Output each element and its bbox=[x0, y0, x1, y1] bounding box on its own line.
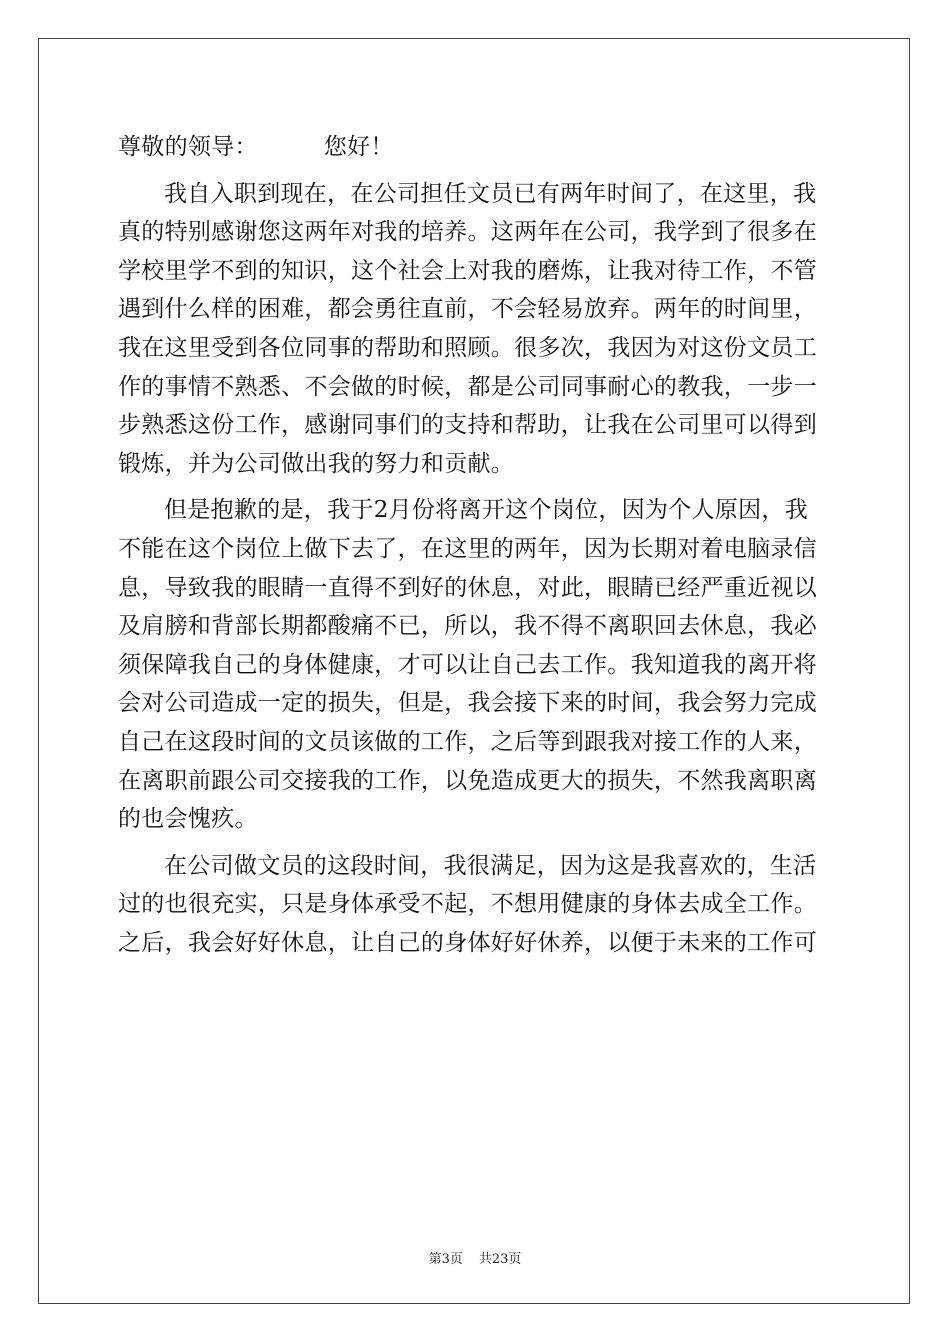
paragraph-2 bbox=[118, 491, 834, 838]
salutation: 尊敬的领导： bbox=[118, 134, 258, 160]
paragraph-line: 自己在这段时间的文员该做的工作，之后等到跟我对接工作的人来， bbox=[118, 728, 817, 755]
paragraph-line: 不能在这个岗位上做下去了，在这里的两年，因为长期对着电脑录信 bbox=[118, 535, 817, 562]
paragraph-line: 之后，我会好好休息，让自己的身体好好休养，以便于未来的工作可 bbox=[118, 929, 817, 956]
paragraph-3 bbox=[118, 847, 834, 963]
salutation-line bbox=[118, 128, 834, 167]
paragraph-line: 锻炼，并为公司做出我的努力和贡献。 bbox=[118, 450, 515, 477]
greeting: 您好！ bbox=[323, 134, 394, 160]
paragraph-line: 学校里学不到的知识，这个社会上对我的磨炼，让我对待工作，不管 bbox=[118, 257, 817, 284]
paragraph-line: 步熟悉这份工作，感谢同事们的支持和帮助，让我在公司里可以得到 bbox=[118, 412, 817, 439]
paragraph-line: 息，导致我的眼睛一直得不到好的休息，对此，眼睛已经严重近视以 bbox=[118, 574, 817, 601]
paragraph-line: 我自入职到现在，在公司担任文员已有两年时间了，在这里，我 bbox=[164, 180, 817, 207]
paragraph-1 bbox=[118, 175, 834, 484]
paragraph-line: 的也会愧疚。 bbox=[118, 806, 258, 833]
paragraph-line: 我在这里受到各位同事的帮助和照顾。很多次，我因为对这份文员工 bbox=[118, 334, 817, 361]
paragraph-line: 遇到什么样的困难，都会勇往直前，不会轻易放弃。两年的时间里， bbox=[118, 296, 817, 323]
letter-body bbox=[118, 128, 834, 962]
paragraph-line: 在离职前跟公司交接我的工作，以免造成更大的损失，不然我离职离 bbox=[118, 767, 817, 794]
paragraph-line: 须保障我自己的身体健康，才可以让自己去工作。我知道我的离开将 bbox=[118, 651, 817, 678]
paragraph-line: 会对公司造成一定的损失，但是，我会接下来的时间，我会努力完成 bbox=[118, 690, 817, 717]
page-footer bbox=[0, 1248, 950, 1267]
page-number: 第3页 bbox=[428, 1252, 463, 1267]
paragraph-line: 作的事情不熟悉、不会做的时候，都是公司同事耐心的教我，一步一 bbox=[118, 373, 817, 400]
paragraph-line: 过的也很充实，只是身体承受不起，不想用健康的身体去成全工作。 bbox=[118, 891, 817, 918]
paragraph-line: 但是抱歉的是，我于2月份将离开这个岗位，因为个人原因，我 bbox=[164, 497, 809, 524]
paragraph-line: 及肩膀和背部长期都酸痛不已，所以，我不得不离职回去休息，我必 bbox=[118, 613, 817, 640]
paragraph-line: 在公司做文员的这段时间，我很满足，因为这是我喜欢的，生活 bbox=[164, 852, 817, 879]
paragraph-line: 真的特别感谢您这两年对我的培养。这两年在公司，我学到了很多在 bbox=[118, 219, 817, 246]
page-total: 共23页 bbox=[478, 1252, 522, 1267]
